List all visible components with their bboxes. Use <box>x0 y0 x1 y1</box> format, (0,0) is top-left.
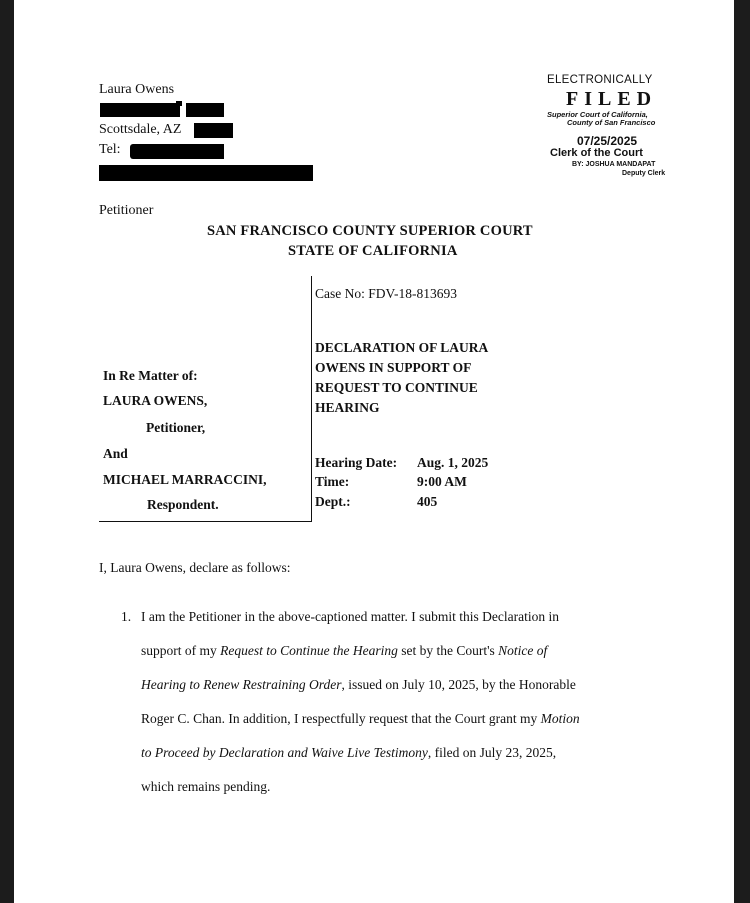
redacted-email <box>99 165 313 181</box>
respondent-caption-label: Respondent. <box>147 497 219 512</box>
time-label: Time: <box>315 474 350 489</box>
petitioner-city: Scottsdale, AZ <box>99 122 182 137</box>
title-line-4: HEARING <box>315 400 380 415</box>
time-value: 9:00 AM <box>417 474 467 489</box>
item-number: 1. <box>121 609 132 624</box>
dept-label: Dept.: <box>315 494 351 509</box>
redacted-mark <box>176 101 182 106</box>
stamp-deputy-name: BY: JOSHUA MANDAPAT <box>572 161 656 168</box>
declaration-intro: I, Laura Owens, declare as follows: <box>99 560 291 575</box>
paragraph-line-5: to Proceed by Declaration and Waive Live Testimony, filed on July 23, 2025, <box>141 745 557 760</box>
paragraph-line-3: Hearing to Renew Restraining Order, issued on July 10, 2025, by the Honorable <box>141 677 576 692</box>
stamp-electronically: ELECTRONICALLY <box>547 74 653 86</box>
stamp-filed: FILED <box>566 88 658 110</box>
court-state: STATE OF CALIFORNIA <box>288 243 458 259</box>
title-line-3: REQUEST TO CONTINUE <box>315 380 478 395</box>
case-number: Case No: FDV-18-813693 <box>315 286 458 301</box>
court-name: SAN FRANCISCO COUNTY SUPERIOR COURT <box>207 223 533 239</box>
redacted-address-2 <box>186 103 224 117</box>
title-line-1: DECLARATION OF LAURA <box>315 340 489 355</box>
paragraph-line-2: support of my Request to Continue the Hearing set by the Court's Notice of <box>141 643 548 658</box>
paragraph-line-1: I am the Petitioner in the above-captioned matter. I submit this Declaration in <box>141 609 560 624</box>
document-page <box>14 0 734 903</box>
paragraph-line-4: Roger C. Chan. In addition, I respectfully request that the Court grant my Motion <box>141 711 580 726</box>
stamp-date: 07/25/2025 <box>577 134 638 148</box>
petitioner-name: Laura Owens <box>99 82 175 97</box>
caption-bottom-rule <box>99 521 312 522</box>
redacted-address-1 <box>100 103 180 117</box>
paragraph-line-6: which remains pending. <box>141 779 271 794</box>
stamp-court-line2: County of San Francisco <box>567 118 656 127</box>
hearing-date-label: Hearing Date: <box>315 455 398 470</box>
and-label: And <box>103 446 128 461</box>
title-line-2: OWENS IN SUPPORT OF <box>315 360 472 375</box>
stamp-deputy-title: Deputy Clerk <box>622 170 666 177</box>
petitioner-role: Petitioner <box>99 203 154 218</box>
petitioner-caption-name: LAURA OWENS, <box>103 393 208 408</box>
caption-divider <box>311 276 312 522</box>
stamp-court-line1: Superior Court of California, <box>547 110 648 119</box>
dept-value: 405 <box>417 494 438 509</box>
redacted-phone <box>130 144 224 159</box>
in-re-label: In Re Matter of: <box>103 368 198 383</box>
redacted-zip <box>194 123 233 138</box>
petitioner-caption-label: Petitioner, <box>146 420 206 435</box>
tel-label: Tel: <box>99 142 121 157</box>
stamp-clerk: Clerk of the Court <box>550 147 643 159</box>
respondent-caption-name: MICHAEL MARRACCINI, <box>103 472 267 487</box>
hearing-date-value: Aug. 1, 2025 <box>417 455 489 470</box>
